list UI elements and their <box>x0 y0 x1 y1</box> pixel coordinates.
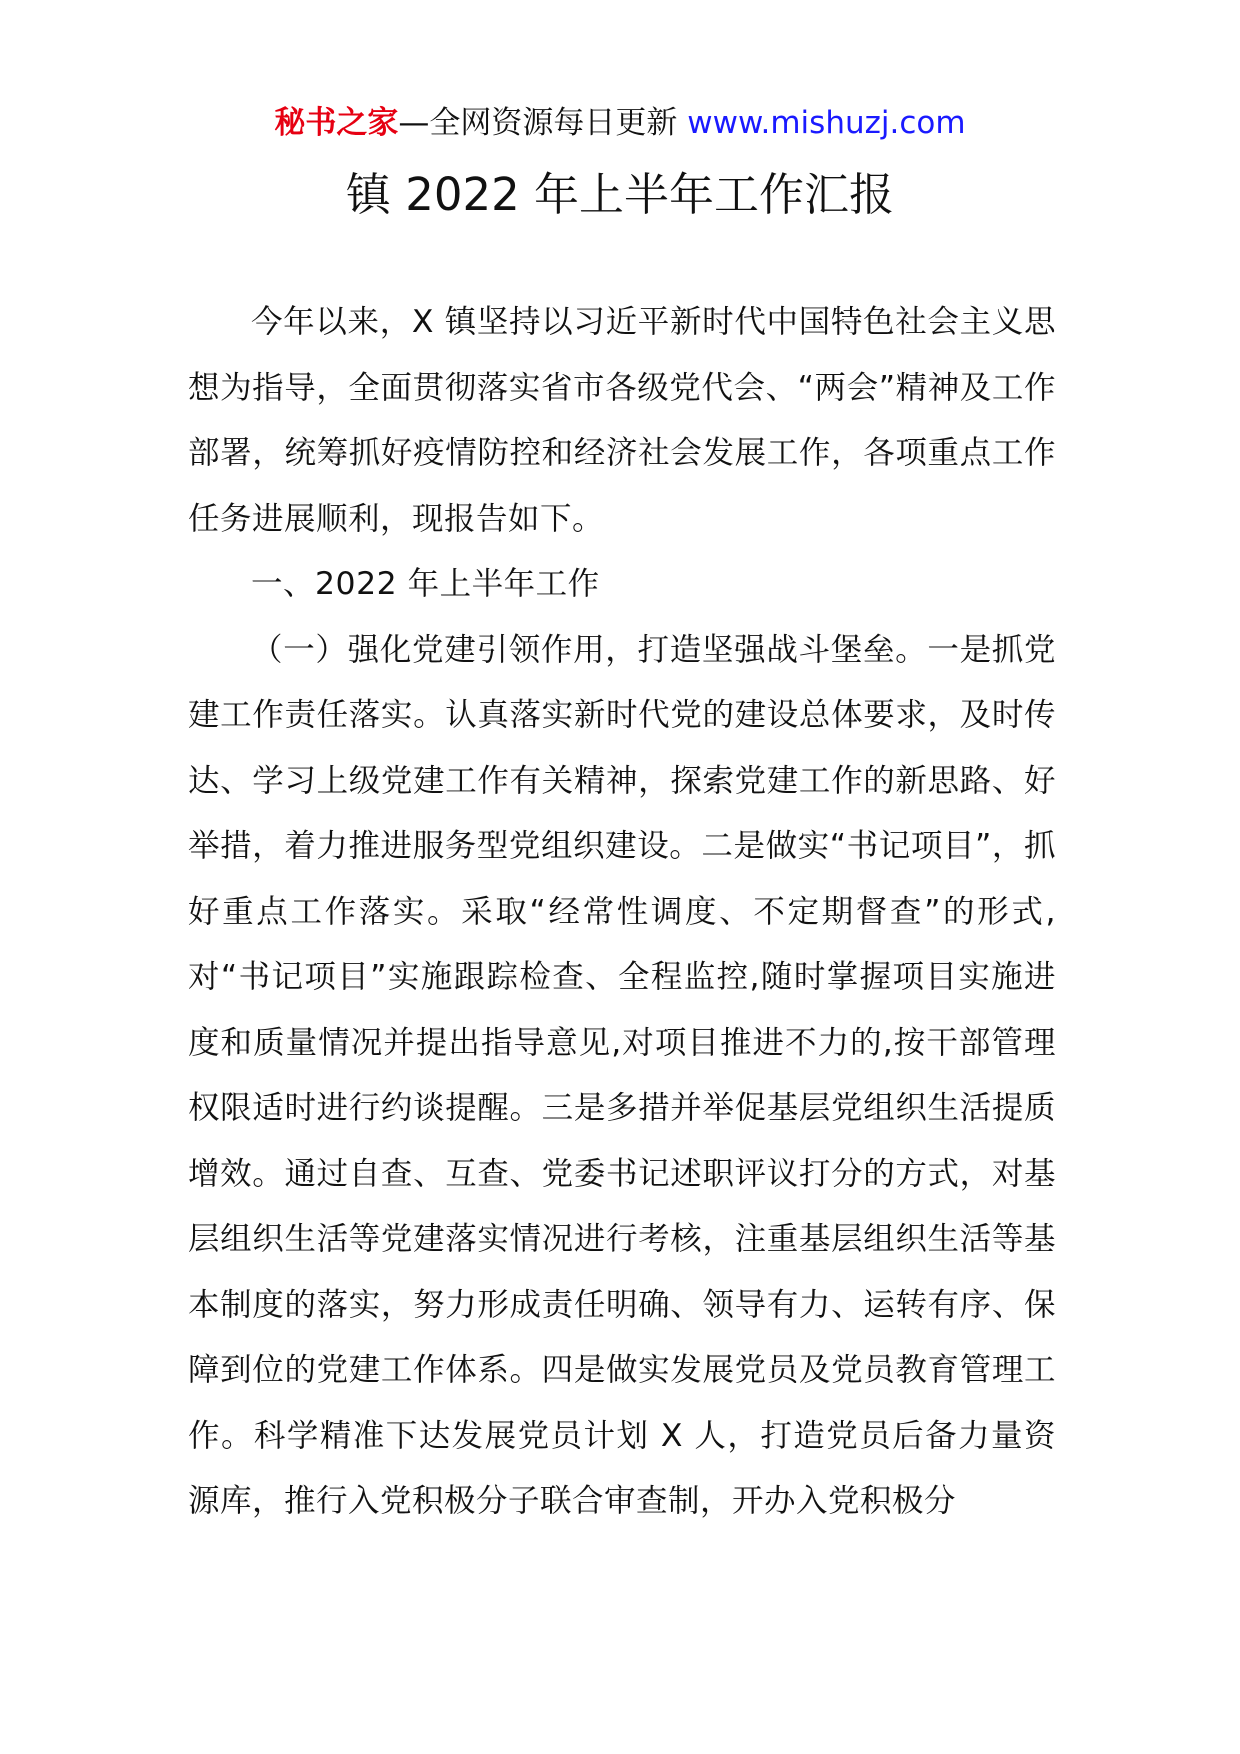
document-title: 镇 2022 年上半年工作汇报 <box>345 168 895 221</box>
site-tagline: —全网资源每日更新 <box>398 105 688 141</box>
site-brand: 秘书之家 <box>274 105 399 141</box>
intro-paragraph: 今年以来，X 镇坚持以习近平新时代中国特色社会主义思想为指导，全面贯彻落实省市各级党代会、“两会”精神及工作部署，统筹抓好疫情防控和经济社会发展工作，各项重点工作任务进展顺利，现报告如下。 <box>188 304 1056 537</box>
section-heading: 一、2022 年上半年工作 <box>251 566 600 602</box>
body-paragraph: （一）强化党建引领作用，打造坚强战斗堡垒。一是抓党建工作责任落实。认真落实新时代党的建设总体要求，及时传达、学习上级党建工作有关精神，探索党建工作的新思路、好举措，着力推进服务型党组织建设。二是做实“书记项目”，抓好重点工作落实。采取“经常性调度、不定期督查”的形式,对“书记项目”实施跟踪检查、全程监控,随时掌握项目实施进度和质量情况并提出指导意见,对项目推进不力的,按干部管理权限适时进行约谈提醒。三是多措并举促基层党组织生活提质增效。通过自查、互查、党委书记述职评议打分的方式，对基层组织生活等党建落实情况进行考核，注重基层组织生活等基本制度的落实，努力形成责任明确、领导有力、运转有序、保障到位的党建工作体系。四是做实发展党员及党员教育管理工作。科学精准下达发展党员计划 X 人，打造党员后备力量资源库，推行入党积极分子联合审查制，开办入党积极分 <box>188 631 1056 1519</box>
site-url-link[interactable]: www.mishuzj.com <box>687 105 966 141</box>
document-body <box>188 290 1056 1535</box>
watermark-header <box>0 100 1240 146</box>
